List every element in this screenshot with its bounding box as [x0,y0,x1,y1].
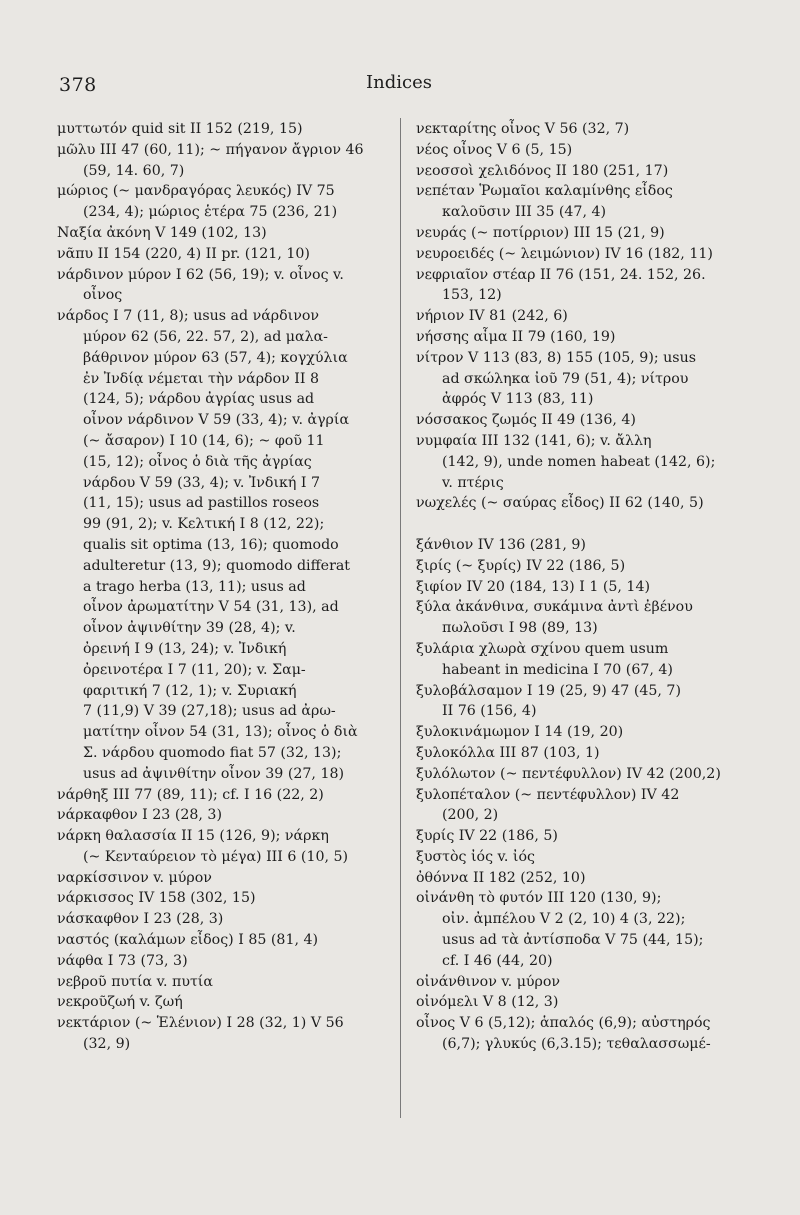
index-column-left [57,119,392,1055]
index-entry-continuation: (6,7); γλυκύς (6,3.15); τεθαλασσωμέ- [442,1036,711,1053]
index-entry: ξυλοπέταλον (~ πεντέφυλλον) IV 42 [416,786,680,803]
index-entry-continuation: (15, 12); οἶνος ὁ διὰ τῆς ἀγρίας [83,453,312,470]
index-entry: νόσσακος ζωμός II 49 (136, 4) [416,412,636,429]
index-entry: ναστός (καλάμων εἶδος) I 85 (81, 4) [57,932,319,949]
index-entry-continuation: ἀφρός V 113 (83, 11) [442,391,594,408]
index-entry: ξιφίον IV 20 (184, 13) I 1 (5, 14) [416,578,651,595]
index-entry: νεφριαῖον στέαρ II 76 (151, 24. 152, 26. [416,266,706,283]
index-entry-continuation: (142, 9), unde nomen habeat (142, 6); [442,453,716,470]
index-entry: νάρδινον μύρον I 62 (56, 19); v. οἶνος v. [57,266,344,283]
index-entry: νεοσσοὶ χελιδόνος II 180 (251, 17) [416,162,669,179]
index-entry-continuation: βάθρινον μύρον 63 (57, 4); κογχύλια [83,349,348,366]
index-entry-continuation: οἰν. ἀμπέλου V 2 (2, 10) 4 (3, 22); [442,911,686,928]
index-entry-continuation: a trago herba (13, 11); usus ad [83,578,306,595]
index-entry-continuation: (~ ἄσαρον) I 10 (14, 6); ~ φοῦ 11 [83,432,325,449]
index-entry: νάρκισσος IV 158 (302, 15) [57,890,256,907]
index-entry-continuation: v. πτέρις [442,474,504,491]
index-entry: ξυλόλωτον (~ πεντέφυλλον) IV 42 (200,2) [416,765,721,782]
index-entry: ξυλοβάλσαμον I 19 (25, 9) 47 (45, 7) [416,682,681,699]
index-entry-continuation: cf. I 46 (44, 20) [442,952,553,969]
index-entry: νάρθηξ III 77 (89, 11); cf. I 16 (22, 2) [57,786,324,803]
index-entry: νάρκη θαλασσία II 15 (126, 9); νάρκη [57,828,329,845]
index-entry: νεκτάριον (~ Ἑλένιον) I 28 (32, 1) V 56 [57,1015,344,1032]
index-entry-continuation: habeant in medicina I 70 (67, 4) [442,661,673,678]
index-entry: ὀθόννα II 182 (252, 10) [416,869,586,886]
index-entry: ξυλάρια χλωρὰ σχίνου quem usum [416,640,669,657]
index-entry: νεβροῦ πυτία v. πυτία [57,973,213,990]
index-entry [416,514,761,535]
index-column-right [416,119,761,1055]
index-entry-continuation: II 76 (156, 4) [442,703,537,720]
index-entry: οἰνάνθη τὸ φυτόν III 120 (130, 9); [416,890,662,907]
index-entry-continuation: νάρδου V 59 (33, 4); v. Ἰνδική I 7 [83,474,321,491]
index-entry: νίτρον V 113 (83, 8) 155 (105, 9); usus [416,349,696,366]
index-entry-continuation: 7 (11,9) V 39 (27,18); usus ad ἀρω- [83,703,336,720]
index-entry: Ναξία ἀκόνη V 149 (102, 13) [57,224,267,241]
index-entry: νᾶπυ II 154 (220, 4) II pr. (121, 10) [57,245,310,262]
index-entry: ξυρίς IV 22 (186, 5) [416,828,558,845]
index-entry: νήριον IV 81 (242, 6) [416,308,568,325]
index-entry: μῶλυ III 47 (60, 11); ~ πήγανον ἄγριον 46 [57,141,364,158]
index-entry: νεπέταν Ῥωμαῖοι καλαμίνθης εἶδος [416,183,673,200]
index-entry-continuation: Σ. νάρδου quomodo fiat 57 (32, 13); [83,744,342,761]
index-entry-continuation: qualis sit optima (13, 16); quomodo [83,536,339,553]
index-entry: νεκροῦζωή v. ζωή [57,994,183,1011]
index-entry: οἶνος V 6 (5,12); ἁπαλός (6,9); αὐστηρός [416,1015,711,1032]
index-entry-continuation: ἐν Ἰνδίᾳ νέμεται τὴν νάρδον II 8 [83,370,319,387]
index-entry: ξυλοκινάμωμον I 14 (19, 20) [416,724,624,741]
index-entry: νάρδος I 7 (11, 8); usus ad νάρδινον [57,308,320,325]
index-entry: νάσκαφθον I 23 (28, 3) [57,911,224,928]
index-entry: ναρκίσσινον v. μύρον [57,869,212,886]
index-entry-continuation: ὀρεινοτέρα I 7 (11, 20); v. Σαμ- [83,661,306,678]
index-entry: νυμφαία III 132 (141, 6); v. ἄλλη [416,432,652,449]
index-entry-continuation: ad σκώληκα ἰοῦ 79 (51, 4); νίτρου [442,370,689,387]
index-entry: οἰνάνθινον v. μύρον [416,973,561,990]
index-entry: μώριος (~ μανδραγόρας λευκός) IV 75 [57,183,335,200]
index-entry: ξάνθιον IV 136 (281, 9) [416,536,586,553]
index-entry-continuation: (200, 2) [442,807,499,824]
index-entry: μυττωτόν quid sit II 152 (219, 15) [57,121,303,137]
index-entry-continuation: usus ad τὰ ἀντίσποδα V 75 (44, 15); [442,932,704,949]
index-entry-continuation: (32, 9) [83,1036,131,1053]
index-entry-continuation: μύρον 62 (56, 22. 57, 2), ad μαλα- [83,328,328,345]
index-entry-continuation: καλοῦσιν III 35 (47, 4) [442,204,607,221]
index-entry-continuation: (11, 15); usus ad pastillos roseos [83,495,320,512]
index-entry-continuation: οἶνον ἀψινθίτην 39 (28, 4); v. [83,620,296,637]
index-entry: ξυστὸς ἰός v. ἰός [416,848,535,865]
index-entry: ξυλοκόλλα III 87 (103, 1) [416,744,600,761]
index-entry-continuation: 99 (91, 2); v. Κελτική I 8 (12, 22); [83,516,325,533]
index-entry-continuation: οἶνον ἀρωματίτην V 54 (31, 13), ad [83,599,339,616]
index-entry: νάφθα I 73 (73, 3) [57,952,188,969]
index-entry-continuation: usus ad ἀψινθίτην οἶνον 39 (27, 18) [83,765,345,782]
index-entry: νευράς (~ ποτίρριον) III 15 (21, 9) [416,224,665,241]
index-entry: οἰνόμελι V 8 (12, 3) [416,994,559,1011]
index-entry-continuation: πωλοῦσι I 98 (89, 13) [442,620,598,637]
index-entry-continuation: ὀρεινή I 9 (13, 24); v. Ἰνδική [83,640,287,657]
index-entry: ξύλα ἀκάνθινα, συκάμινα ἀντὶ ἐβένου [416,599,693,616]
index-entry: νάρκαφθον I 23 (28, 3) [57,807,222,824]
index-entry-continuation: (59, 14. 60, 7) [83,162,185,179]
index-entry: νωχελές (~ σαύρας εἶδος) II 62 (140, 5) [416,495,704,512]
index-entry-continuation: φαριτική 7 (12, 1); v. Συριακή [83,682,297,699]
index-entry-continuation: ματίτην οἶνον 54 (31, 13); οἶνος ὁ διὰ [83,724,358,741]
index-entry-continuation: (124, 5); νάρδου ἀγρίας usus ad [83,391,315,408]
index-entry-continuation: οἶνος [83,287,123,304]
page-number: 378 [59,74,97,96]
index-entry: ξιρίς (~ ξυρίς) IV 22 (186, 5) [416,557,626,574]
index-entry: νήσσης αἷμα II 79 (160, 19) [416,328,616,345]
index-entry: νευροειδές (~ λειμώνιον) IV 16 (182, 11) [416,245,713,262]
page-header [0,74,800,100]
index-entry-continuation: adulteretur (13, 9); quomodo differat [83,557,351,574]
index-entry: νέος οἶνος V 6 (5, 15) [416,141,573,158]
index-entry-continuation: (~ Κενταύρειον τὸ μέγα) III 6 (10, 5) [83,848,349,865]
column-divider [400,118,401,1118]
index-entry-continuation: (234, 4); μώριος ἑτέρα 75 (236, 21) [83,204,338,221]
index-entry-continuation: οἶνον νάρδινον V 59 (33, 4); v. ἀγρία [83,412,350,429]
index-entry: νεκταρίτης οἶνος V 56 (32, 7) [416,121,630,137]
index-entry-continuation: 153, 12) [442,287,502,304]
running-head: Indices [366,72,432,93]
